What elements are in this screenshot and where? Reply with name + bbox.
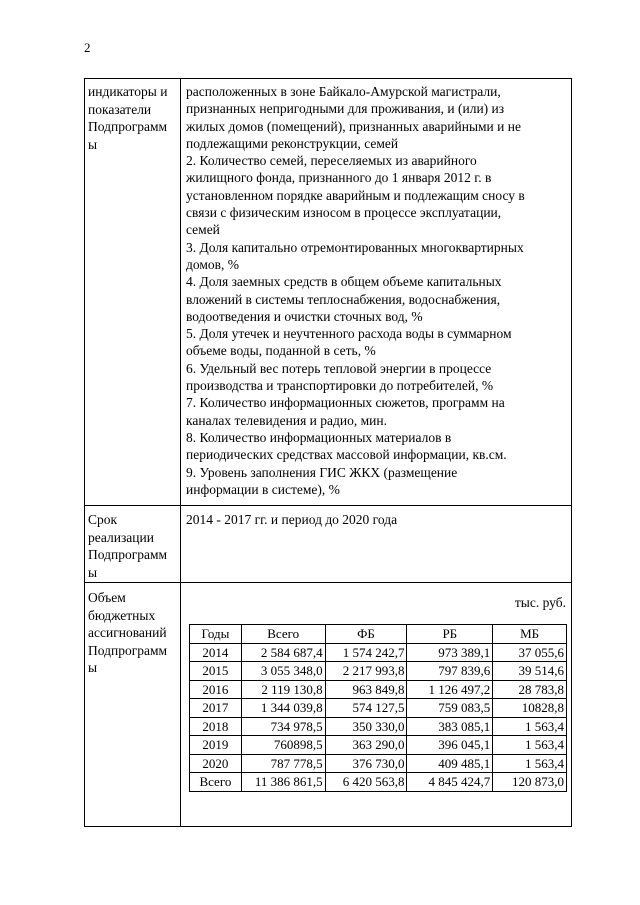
row-label-budget: Объем бюджетных ассигнований Подпрограмм ы [88, 590, 168, 675]
table-row: 2015 3 055 348,0 2 217 993,8 797 839,6 39 514,6 [190, 662, 567, 681]
table-row: 2020 787 778,5 376 730,0 409 485,1 1 563,4 [190, 754, 567, 773]
row-label-period: Срок реализации Подпрограмм ы [88, 512, 168, 580]
period-text: 2014 - 2017 гг. и период до 2020 года [186, 512, 398, 527]
table-row: 2017 1 344 039,8 574 127,5 759 083,5 10828,8 [190, 699, 567, 718]
table-row: 2016 2 119 130,8 963 849,8 1 126 497,2 28 783,8 [190, 680, 567, 699]
table-row: 2014 2 584 687,4 1 574 242,7 973 389,1 37 055,6 [190, 643, 567, 662]
table-header-row [190, 625, 567, 644]
header-mb: МБ [493, 625, 567, 644]
table-row: 2018 734 978,5 350 330,0 383 085,1 1 563,4 [190, 717, 567, 736]
table-row-total: Всего 11 386 861,5 6 420 563,8 4 845 424,7 120 873,0 [190, 773, 567, 792]
header-fb: ФБ [325, 625, 407, 644]
table-row: 2019 760898,5 363 290,0 396 045,1 1 563,4 [190, 736, 567, 755]
header-years: Годы [190, 625, 242, 644]
column-divider [180, 79, 181, 826]
budget-table [189, 624, 567, 792]
indicators-text: расположенных в зоне Байкало-Амурской магистрали, признанных непригодными для проживания, и (или) из жилых домов (помещений), признанных аварийными и не подлежащими реконструкции, семей 2. Количество семей, переселяемых из аварийного жилищного фонда, признанного до 1 января 2012 г. в установленном порядке аварийным и подлежащим сносу в связи с физическим износом в процессе эксплуатации, семей 3. Доля капитально отремонтированных многоквартирных домов, % 4. Доля заемных средств в общем объеме капитальных вложений в системы теплоснабжения, водоснабжения, водоотведения и очистки сточных вод, % 5. Доля утечек и неучтенного расхода воды в суммарном объеме воды, поданной в сеть, % 6. Удельный вес потерь тепловой энергии в процессе производства и транспортировки до потребителей, % 7. Количество информационных сюжетов, программ на каналах телевидения и радио, мин. 8. Количество информационных материалов в периодических средствах массовой информации, кв.см. 9. Уровень заполнения ГИС ЖКХ (размещение информации в системе), % [186, 84, 525, 497]
row-divider [85, 582, 571, 583]
currency-unit: тыс. руб. [514, 595, 566, 610]
row-divider [85, 505, 571, 506]
header-rb: РБ [407, 625, 493, 644]
page-number: 2 [84, 40, 91, 55]
passport-table [84, 78, 572, 827]
row-label-indicators: индикаторы и показатели Подпрограмм ы [88, 84, 168, 152]
header-total: Всего [241, 625, 325, 644]
